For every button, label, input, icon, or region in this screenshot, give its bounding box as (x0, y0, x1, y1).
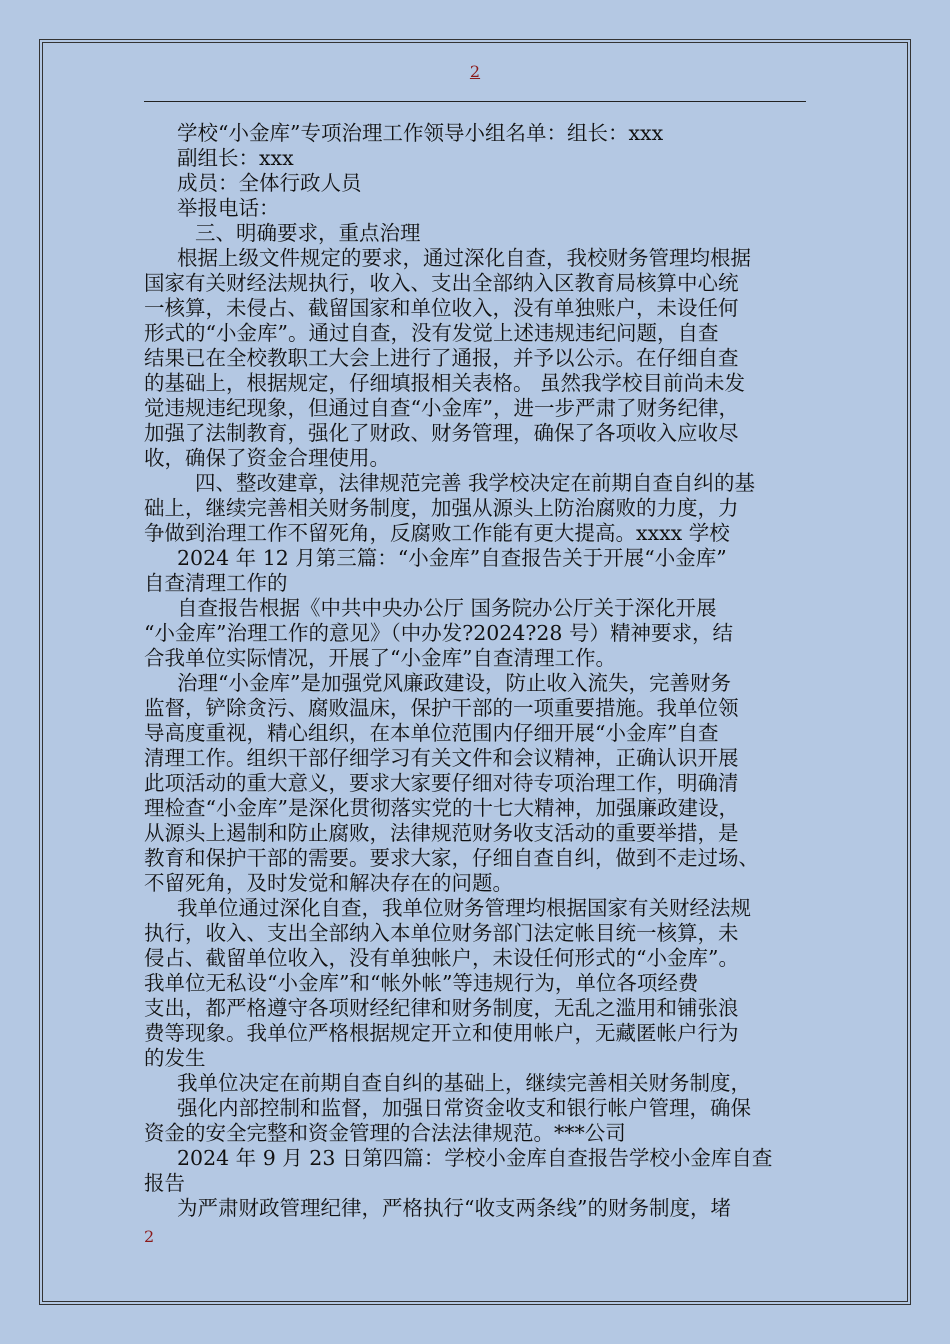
header-rule (144, 101, 806, 102)
text-line: 争做到治理工作不留死角，反腐败工作能有更大提高。xxxx 学校 (144, 521, 730, 545)
text-line: 教育和保护干部的需要。要求大家，仔细自查自纠，做到不走过场、 (144, 846, 759, 870)
text-line: 费等现象。我单位严格根据规定开立和使用帐户，无藏匿帐户行为 (144, 1021, 739, 1045)
text-line: 强化内部控制和监督，加强日常资金收支和银行帐户管理，确保 (177, 1096, 751, 1120)
text-line: 国家有关财经法规执行，收入、支出全部纳入区教育局核算中心统 (144, 271, 739, 295)
page-number-top: 2 (469, 62, 481, 81)
text-line: 我单位通过深化自查，我单位财务管理均根据国家有关财经法规 (177, 896, 751, 920)
text-line: 学校“小金库”专项治理工作领导小组名单：组长：xxx (177, 121, 664, 145)
text-line: 加强了法制教育，强化了财政、财务管理，确保了各项收入应收尽 (144, 421, 739, 445)
text-line: 2024 年 12 月第三篇：“小金库”自查报告关于开展“小金库” (177, 546, 727, 570)
text-line: 我单位决定在前期自查自纠的基础上，继续完善相关财务制度， (177, 1071, 751, 1095)
text-line: 2024 年 9 月 23 日第四篇：学校小金库自查报告学校小金库自查 (177, 1146, 773, 1170)
text-line: 执行，收入、支出全部纳入本单位财务部门法定帐目统一核算，未 (144, 921, 739, 945)
text-line: 自查清理工作的 (144, 571, 288, 595)
section-heading: 三、明确要求，重点治理 (195, 221, 421, 245)
text-line: 报告 (144, 1171, 185, 1195)
text-line: 为严肃财政管理纪律，严格执行“收支两条线”的财务制度，堵 (177, 1196, 731, 1220)
text-line: 结果已在全校教职工大会上进行了通报，并予以公示。在仔细自查 (144, 346, 739, 370)
text-line: 清理工作。组织干部仔细学习有关文件和会议精神，正确认识开展 (144, 746, 739, 770)
text-line: 一核算，未侵占、截留国家和单位收入，没有单独账户，未设任何 (144, 296, 739, 320)
text-line: 理检查“小金库”是深化贯彻落实党的十七大精神，加强廉政建设， (144, 796, 739, 820)
text-line: 形式的“小金库”。通过自查，没有发觉上述违规违纪问题，自查 (144, 321, 719, 345)
text-line: 础上，继续完善相关财务制度，加强从源头上防治腐败的力度，力 (144, 496, 739, 520)
text-line: 的基础上，根据规定，仔细填报相关表格。 虽然我学校目前尚未发 (144, 371, 746, 395)
page-number-bottom: 2 (144, 1227, 155, 1246)
text-line: 举报电话： (177, 196, 280, 220)
text-line: 导高度重视，精心组织，在本单位范围内仔细开展“小金库”自查 (144, 721, 719, 745)
text-line: 副组长：xxx (177, 146, 294, 170)
text-line: 的发生 (144, 1046, 206, 1070)
text-line: 监督，铲除贪污、腐败温床，保护干部的一项重要措施。我单位领 (144, 696, 739, 720)
text-line: 收，确保了资金合理使用。 (144, 446, 390, 470)
text-line: “小金库”治理工作的意见》（中办发?2024?28 号）精神要求，结 (144, 621, 733, 645)
text-line: 我单位无私设“小金库”和“帐外帐”等违规行为，单位各项经费 (144, 971, 699, 995)
text-line: 合我单位实际情况，开展了“小金库”自查清理工作。 (144, 646, 616, 670)
document-body (144, 121, 824, 1221)
text-line: 治理“小金库”是加强党风廉政建设，防止收入流失，完善财务 (177, 671, 731, 695)
text-line: 资金的安全完整和资金管理的合法法律规范。***公司 (144, 1121, 626, 1145)
text-line: 不留死角，及时发觉和解决存在的问题。 (144, 871, 513, 895)
text-line: 侵占、截留单位收入，没有单独帐户，未设任何形式的“小金库”。 (144, 946, 739, 970)
text-line: 从源头上遏制和防止腐败，法律规范财务收支活动的重要举措，是 (144, 821, 739, 845)
text-line: 此项活动的重大意义，要求大家要仔细对待专项治理工作，明确清 (144, 771, 739, 795)
text-line: 自查报告根据《中共中央办公厅 国务院办公厅关于深化开展 (177, 596, 717, 620)
text-line: 成员：全体行政人员 (177, 171, 362, 195)
text-line: 觉违规违纪现象，但通过自查“小金库”，进一步严肃了财务纪律， (144, 396, 739, 420)
text-line: 根据上级文件规定的要求，通过深化自查，我校财务管理均根据 (177, 246, 751, 270)
text-line: 支出，都严格遵守各项财经纪律和财务制度，无乱之滥用和铺张浪 (144, 996, 739, 1020)
text-line: 四、整改建章，法律规范完善 我学校决定在前期自查自纠的基 (195, 471, 756, 495)
